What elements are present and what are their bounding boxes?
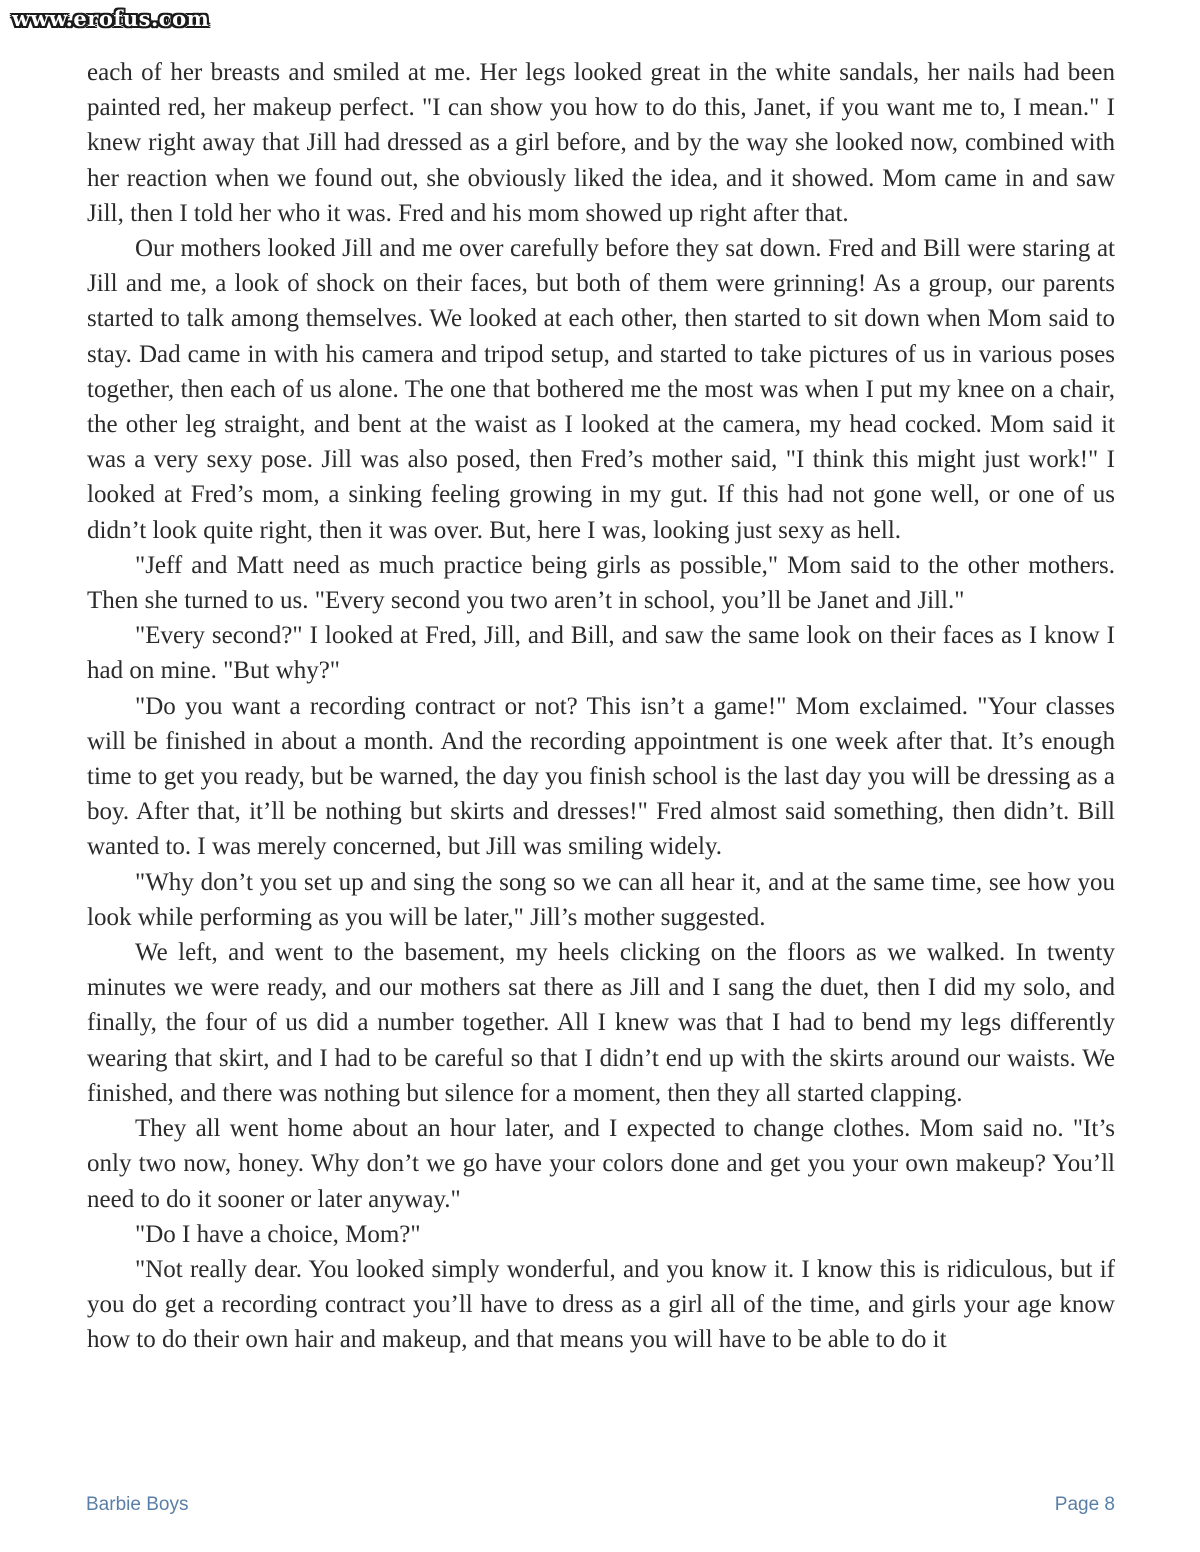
watermark-logo: www.erofus.com [12,6,210,31]
paragraph: They all went home about an hour later, and I expected to change clothes. Mom said no. "It’s only two now, honey. Why don’t we go have your colors done and get you your own makeup? You’ll need to do it sooner or later anyway." [87,1115,1115,1213]
footer-page-number: Page 8 [1054,1494,1115,1515]
paragraph: Our mothers looked Jill and me over carefully before they sat down. Fred and Bill were staring at Jill and me, a look of shock on their faces, but both of them were grinning! As a group, our parents started to talk among themselves. We looked at each other, then started to sit down when Mom said to stay. Dad came in with his camera and tripod setup, and started to take pictures of us in various poses together, then each of us alone. The one that bothered me the most was when I put my knee on a chair, the other leg straight, and bent at the waist as I looked at the camera, my head cocked. Mom said it was a very sexy pose. Jill was also posed, then Fred’s mother said, "I think this might just work!" I looked at Fred’s mom, a sinking feeling growing in my gut. If this had not gone well, or one of us didn’t look quite right, then it was over. But, here I was, looking just sexy as hell. [87,235,1115,544]
footer-book-title: Barbie Boys [86,1494,189,1515]
paragraph: "Do I have a choice, Mom?" [135,1220,421,1248]
paragraph: "Every second?" I looked at Fred, Jill, and Bill, and saw the same look on their faces as I know I had on mine. "But why?" [87,622,1115,685]
paragraph: We left, and went to the basement, my heels clicking on the floors as we walked. In twenty minutes we were ready, and our mothers sat there as Jill and I sang the duet, then I did my solo, and finally, the four of us did a number together. All I knew was that I had to bend my legs differently wearing that skirt, and I had to be careful so that I didn’t end up with the skirts around our waists. We finished, and there was nothing but silence for a moment, then they all started clapping. [87,939,1115,1107]
paragraph: "Jeff and Matt need as much practice being girls as possible," Mom said to the other mothers. Then she turned to us. "Every second you two aren’t in school, you’ll be Janet and Jill." [87,551,1115,615]
paragraph: "Not really dear. You looked simply wonderful, and you know it. I know this is ridiculous, but if you do get a recording contract you’ll have to dress as a girl all of the time, and girls your age know how to do their own hair and makeup, and that means you will have to be able to do it [87,1255,1115,1354]
page-body [87,55,1115,1358]
paragraph: "Do you want a recording contract or not? This isn’t a game!" Mom exclaimed. "Your classes will be finished in about a month. And the recording appointment is one week after that. It’s enough time to get you ready, but be warned, the day you finish school is the last day you will be dressing as a boy. After that, it’ll be nothing but skirts and dresses!" Fred almost said something, then didn’t. Bill wanted to. I was merely concerned, but Jill was smiling widely. [87,692,1115,861]
paragraph: each of her breasts and smiled at me. Her legs looked great in the white sandals, her nails had been painted red, her makeup perfect. "I can show you how to do this, Janet, if you want me to, I mean." I knew right away that Jill had dressed as a girl before, and by the way she looked now, combined with her reaction when we found out, she obviously liked the idea, and it showed. Mom came in and saw Jill, then I told her who it was. Fred and his mom showed up right after that. [87,59,1115,227]
paragraph: "Why don’t you set up and sing the song so we can all hear it, and at the same time, see how you look while performing as you will be later," Jill’s mother suggested. [87,868,1115,931]
